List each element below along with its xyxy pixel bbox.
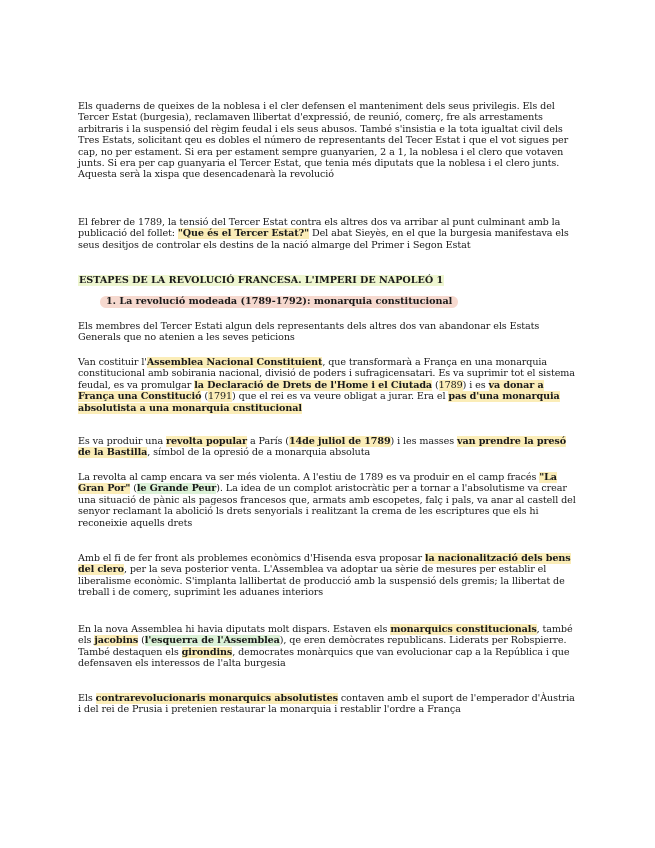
highlight-grande-peur: le Grande Peur <box>136 483 217 495</box>
highlight-assemblea: Assemblea Nacional Constituient <box>146 357 323 368</box>
paragraph-contrarevolucionaris: Els contrarevolucionaris monarquics absolutistes contaven amb el suport de l'emperador d'Àustria i del rei de Prusia i pretenien restaurar la monarquia i restablir l'ordre a França <box>78 693 575 716</box>
paragraph-revolta-camp: La revolta al camp encara va ser més violenta. A l'estiu de 1789 es va produir en el camp fracés "La Gran Por" (le Grande Peur). La idea de un complot aristocràtic per a tornar a l'absolutisme va crear una situació de pànic als pagesos francesos que, armats amb escopetes, falç i pals, va anar al castell del senyor reclamant la abolició ls drets senyorials i realitzant la crema de les escriptures que els hi reconeixie aquells drets <box>78 472 576 529</box>
highlight-esquerra: l'esquerra de l'Assemblea <box>144 635 280 647</box>
highlight-monarquia: pas d'una monarquia absolutista a una monarquia cnstitucional <box>78 391 560 414</box>
highlight-pamphlet: "Que és el Tercer Estat?" <box>177 228 310 240</box>
paragraph-quaderns <box>78 101 578 181</box>
highlight-revolta: revolta popular <box>166 436 248 447</box>
highlight-constitucio: va donar a França una Constitució <box>78 379 544 403</box>
paragraph-hisenda: Amb el fi de fer front als problemes econòmics d'Hisenda esva proposar la nacionalització dels bens del clero, per la seva posterior venta. L'Assemblea va adoptar ua sèrie de mesures per establir el liberalisme econòmic. S'implanta lallibertat de producció amb la suspensió dels gremis; la llibertat de treball i de comerç, suprimint les aduanes interiors <box>78 553 571 599</box>
paragraph-text: Els quaderns de queixes de la noblesa i el cler defensen el manteniment dels seus privilegis. Els del Tercer Estat (burgesia), reclamaven llibertat d'expressió, de reunió, comerç, fre als arrestaments arbitraris i la suspensió del règim feudal i els seus abusos. També s'insistia e la tota igualtat civil dels Tres Estats, solicitant qeu es dobles el número de representants del Tecer Estat i que el vot sigues per cap, no per estament. Si era per estament sempre guanyarien, 2 a 1, la noblesa i el clero que votaven junts. Si era per cap guanyaria el Tercer Estat, que tenia més diputats que la noblesa i el clero junts. Aquesta serà la xispa que desencadenarà la revolució <box>78 101 569 181</box>
highlight-declaracio: la Declaració de Drets de l'Home i el Ciutada <box>194 379 433 391</box>
subsection-heading: 1. La revolució modeada (1789-1792): monarquia constitucional <box>100 296 458 308</box>
paragraph-nova-assemblea: En la nova Assemblea hi havia diputats molt dispars. Estaven els monarquics constitucionals, també els jacobins (l'esquerra de l'Assemblea), qe eren demòcrates republicans. Liderats per Robspierre. També destaquen els girondins, democrates monàrquics que van evolucionar cap a la República i que defensaven els interessos de l'alta burgesia <box>78 624 573 670</box>
highlight-bastilla: van prendre la presó de la Bastilla <box>78 436 567 459</box>
highlight-contrarevolucionaris: contrarevolucionaris monarquics absolutistes <box>95 693 338 704</box>
section-heading: ESTAPES DE LA REVOLUCIÓ FRANCESA. L'IMPERI DE NAPOLEÓ 1 <box>79 275 444 286</box>
highlight-girondins: girondins <box>181 646 233 658</box>
paragraph-assemblea: Van costituir l'Assemblea Nacional Constituient, que transformarà a França en una monarquia constitucional amb sobirania nacional, divisió de poders i sufragicensatari. Es va suprimir tot el sistema feudal, es va promulgar la Declaració de Drets de l'Home i el Ciutada (1789) i es va donar a França una Constitució (1791) que el rei es va veure obligat a jurar. Era el pas d'una monarquia absolutista a una monarquia cnstitucional <box>78 357 575 414</box>
highlight-jacobins: jacobins <box>94 635 139 647</box>
highlight-date: 14de juliol de 1789 <box>288 436 391 447</box>
paragraph-revolta-popular: Es va produir una revolta popular a París (14de juliol de 1789) i les masses van prendre la presó de la Bastilla, símbol de la opresió de a monarquia absoluta <box>78 436 567 459</box>
paragraph-febrer: El febrer de 1789, la tensió del Tercer Estat contra els altres dos va arribar al punt culminant amb la publicació del follet: "Que és el Tercer Estat?" Del abat Sieyès, en el que la burgesia manifestava els seus desitjos de controlar els destins de la nació almarge del Primer i Segon Estat <box>78 217 569 251</box>
highlight-monarquics: monarquics constitucionals <box>390 624 537 635</box>
paragraph-membres: Els membres del Tercer Estati algun dels representants dels altres dos van abandonar els Estats Generals que no atenien a les seves peticions <box>78 321 540 344</box>
highlight-nacionalitzacio: la nacionalització dels bens del clero <box>78 553 571 576</box>
highlight-gran-por: "La Gran Por" <box>78 472 557 495</box>
